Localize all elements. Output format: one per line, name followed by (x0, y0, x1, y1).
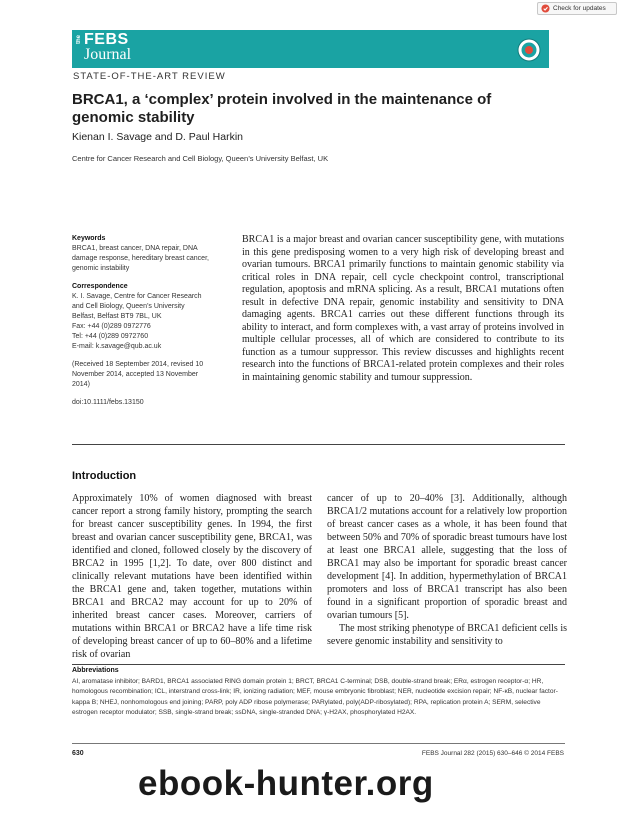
logo-febs: FEBS (84, 31, 129, 48)
page-number: 630 (72, 750, 84, 757)
abbreviations-divider (72, 664, 565, 665)
correspondence-line: and Cell Biology, Queen’s University (72, 303, 185, 310)
keywords-line: genomic instability (72, 265, 130, 272)
correspondence-line: K. I. Savage, Centre for Cancer Research (72, 293, 202, 300)
received-dates-block (72, 360, 230, 390)
body-paragraph: cancer of up to 20–40% [3]. Additionally, although BRCA1/2 mutations account for a relatively low proportion of breast cancer cases as a whole, it has been found that between 50% and 70% of sporadic breast tumours have lost at least one BRCA1 allele, suggesting that the loss of BRCA1 may also be important for sporadic breast cancer development [4]. In addition, hypermethylation of BRCA1 promoters and loss of BRCA1 transcript has also been found in a significant proportion of sporadic breast and ovarian tumours [5]. (327, 493, 567, 621)
abbreviations-heading: Abbreviations (72, 667, 119, 674)
footer-divider (72, 743, 565, 744)
journal-banner (72, 30, 549, 68)
received-line: 2014) (72, 381, 90, 388)
article-sidebar (72, 234, 230, 416)
correspondence-line: Fax: +44 (0)289 0972776 (72, 323, 151, 330)
author-affiliation: Centre for Cancer Research and Cell Biology, Queen’s University Belfast, UK (72, 154, 329, 163)
received-line: November 2014, accepted 13 November (72, 371, 199, 378)
check-for-updates-label: Check for updates (553, 5, 606, 12)
doi-link[interactable]: doi:10.1111/febs.13150 (72, 399, 144, 406)
check-for-updates-button[interactable] (537, 2, 617, 15)
doi-block (72, 398, 230, 408)
correspondence-line: Belfast, Belfast BT9 7BL, UK (72, 313, 162, 320)
correspondence-heading: Correspondence (72, 283, 128, 290)
keywords-line: BRCA1, breast cancer, DNA repair, DNA (72, 245, 198, 252)
introduction-heading: Introduction (72, 470, 137, 482)
correspondence-block (72, 282, 230, 352)
keywords-heading: Keywords (72, 235, 106, 242)
footer-citation: FEBS Journal 282 (2015) 630–646 © 2014 FEBS (421, 750, 564, 757)
body-paragraph: The most striking phenotype of BRCA1 deficient cells is severe genomic instability and sensitivity to (327, 623, 567, 647)
article-authors: Kienan I. Savage and D. Paul Harkin (72, 131, 244, 143)
body-paragraph: Approximately 10% of women diagnosed with breast cancer report a strong family history, prompting the search for breast cancer susceptibility genes. In 1994, the first breast and ovarian cancer susceptibility gene, BRCA1, was identified and cloned, followed closely by the discovery of BRCA2 in 1995 [1,2]. To date, over 800 distinct and clinically relevant mutations have been identified within the BRCA1 gene and, taken together, mutations within BRCA1 and BRCA2 may account for up to 20% of inherited breast cancer cases. Moreover, carriers of mutations within BRCA1 or BRCA2 have a life time risk of developing breast cancer of up to 60–80% and a lifetime risk of ovarian (72, 493, 312, 660)
article-title: BRCA1, a ‘complex’ protein involved in the maintenance of genomic stability (72, 91, 492, 126)
body-column-right (327, 492, 567, 648)
logo-journal: Journal (84, 46, 132, 63)
keywords-line: damage response, hereditary breast cancer, (72, 255, 209, 262)
abstract-divider (72, 444, 565, 445)
febs-seal-icon (517, 38, 541, 62)
abbreviations-text: AI, aromatase inhibitor; BARD1, BRCA1 associated RING domain protein 1; BRCT, BRCA1 C-terminal; DSB, double-strand break; ERα, estrogen receptor-α; HR, homologous recombination; ICL, interstrand cross-link; IR, ionizing radiation; MEF, mouse embryonic fibroblast; NER, nucleotide excision repair; NF-κB, nuclear factor-kappa B; NHEJ, nonhomologous end joining; PARP, poly ADP ribose polymerase; PARylated, poly(ADP-ribosylated); RPA, replication protein A; SERM, selective estrogen receptor modulator; SSB, single-strand break; ssDNA, single-stranded DNA; γ-H2AX, phosphorylated H2AX. (72, 678, 558, 716)
watermark-text: ebook-hunter.org (138, 764, 434, 803)
correspondence-email[interactable]: E-mail: k.savage@qub.ac.uk (72, 343, 162, 350)
update-badge-icon (541, 4, 550, 13)
body-column-left (72, 492, 312, 661)
abstract-text: BRCA1 is a major breast and ovarian cancer susceptibility gene, with mutations in this gene predisposing women to a very high risk of developing breast and ovarian tumours. BRCA1 primarily functions to maintain genomic stability via critical roles in DNA repair, cell cycle checkpoint control, transcriptional regulation, apoptosis and mRNA splicing. As a result, BRCA1 mutations often result in defective DNA repair, genomic instability and sensitivity to DNA damaging agents. BRCA1 carries out these different functions through its ability to interact, and form complexes with, a vast array of proteins involved in multiple cellular processes, all of which are considered to contribute to its function as a tumour suppressor. This review discusses and highlights recent research into the functions of BRCA1-related protein complexes and their roles in maintaining genomic stability and tumour suppression. (242, 234, 564, 383)
article-type-label: STATE-OF-THE-ART REVIEW (73, 71, 226, 82)
keywords-block (72, 234, 230, 274)
correspondence-line: Tel: +44 (0)289 0972760 (72, 333, 149, 340)
logo-the: the (76, 35, 82, 44)
received-line: (Received 18 September 2014, revised 10 (72, 361, 204, 368)
